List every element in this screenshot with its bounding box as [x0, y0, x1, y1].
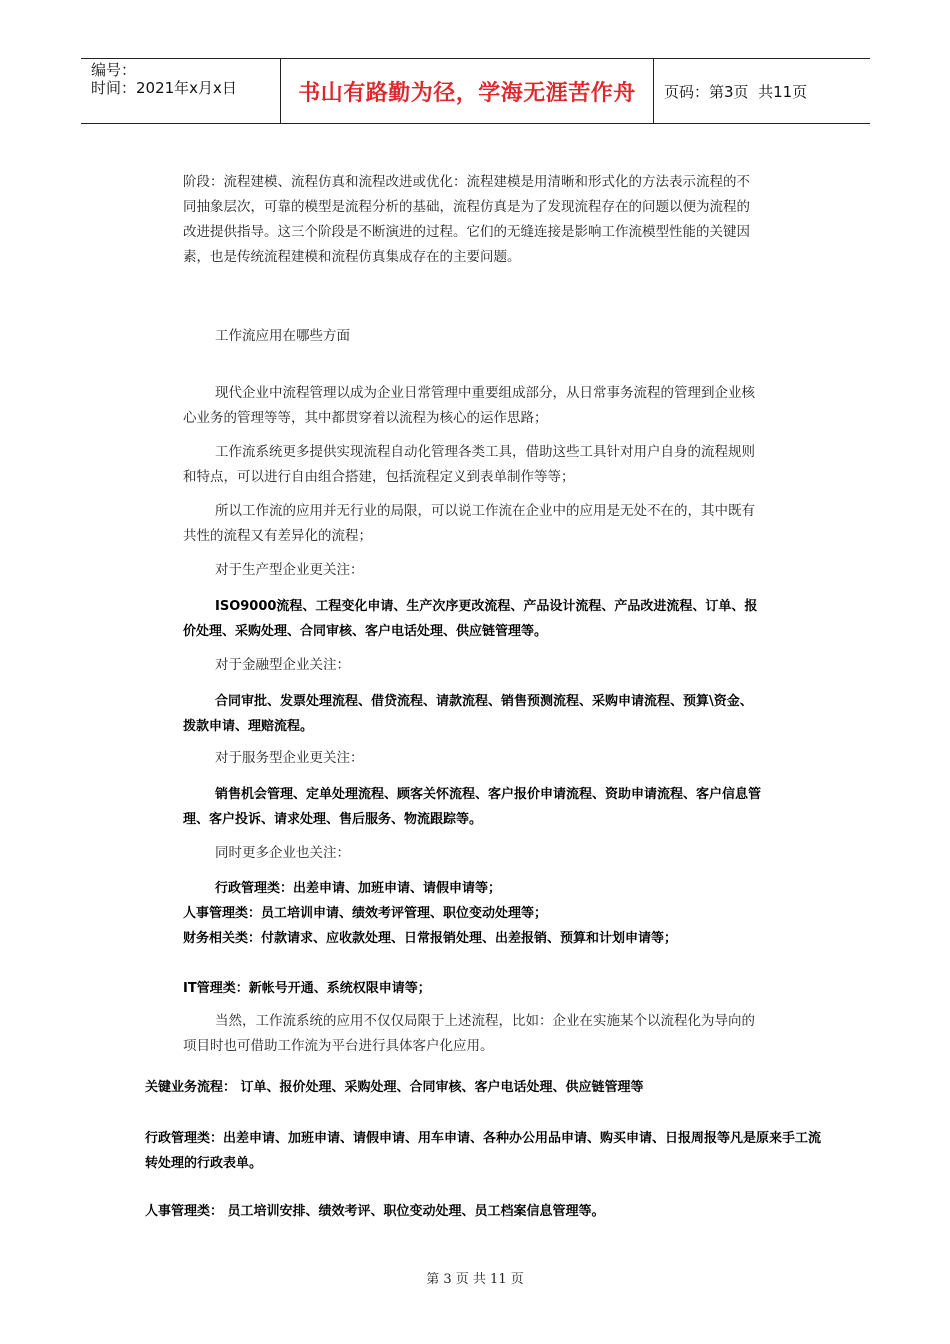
finance-items: 合同审批、发票处理流程、借贷流程、请款流程、销售预测流程、采购申请流程、预算\资金、拨款申请、理赔流程。	[183, 694, 753, 734]
header-motto: 书山有路勤为径，学海无涯苦作舟	[281, 59, 654, 123]
section-heading: 工作流应用在哪些方面	[215, 328, 350, 344]
key-business-flow: 关键业务流程： 订单、报价处理、采购处理、合同审核、客户电话处理、供应链管理等	[145, 1080, 644, 1095]
paragraph-workflow-tools: 工作流系统更多提供实现流程自动化管理各类工具，借助这些工具针对用户自身的流程规则和特点，可以进行自由组合搭建，包括流程定义到表单制作等等；	[183, 444, 755, 485]
service-items: 销售机会管理、定单处理流程、顾客关怀流程、客户报价申请流程、资助申请流程、客户信息管理、客户投诉、请求处理、售后服务、物流跟踪等。	[183, 787, 762, 827]
production-items: ISO9000流程、工程变化申请、生产次序更改流程、产品设计流程、产品改进流程、订单、报价处理、采购处理、合同审核、客户电话处理、供应链管理等。	[183, 599, 758, 639]
footer-page-number: 第 3 页 共 11 页	[426, 1272, 524, 1287]
paragraph-conclusion: 当然，工作流系统的应用不仅仅局限于上述流程，比如：企业在实施某个以流程化为导向的项目时也可借助工作流为平台进行具体客户化应用。	[183, 1013, 755, 1054]
it-category-line: IT管理类：新帐号开通、系统权限申请等；	[183, 981, 431, 996]
hr-management-flow: 人事管理类： 员工培训安排、绩效考评、职位变动处理、员工档案信息管理等。	[145, 1204, 605, 1219]
production-label: 对于生产型企业更关注：	[215, 562, 364, 578]
header-page-text: 页码：第3页 共11页	[664, 82, 808, 101]
document-time-label: 时间：2021年x月x日	[91, 79, 237, 97]
page-footer	[0, 1268, 950, 1287]
header-meta	[81, 59, 281, 123]
admin-category-line: 行政管理类：出差申请、加班申请、请假申请等；	[215, 881, 502, 896]
page-header	[81, 58, 870, 124]
admin-management-flow: 行政管理类：出差申请、加班申请、请假申请、用车申请、各种办公用品申请、购买申请、日报周报等凡是原来手工流转处理的行政表单。	[145, 1131, 822, 1171]
finance-label: 对于金融型企业关注：	[215, 657, 350, 673]
paragraph-modern-enterprise: 现代企业中流程管理以成为企业日常管理中重要组成部分，从日常事务流程的管理到企业核心业务的管理等等，其中都贯穿着以流程为核心的运作思路；	[183, 385, 755, 426]
more-enterprise-label: 同时更多企业也关注：	[215, 845, 350, 861]
service-label: 对于服务型企业更关注：	[215, 750, 364, 766]
header-page-info	[654, 59, 870, 123]
paragraph-no-industry-limit: 所以工作流的应用并无行业的局限，可以说工作流在企业中的应用是无处不在的，其中既有共性的流程又有差异化的流程；	[183, 503, 755, 544]
document-number-label: 编号：	[91, 61, 137, 79]
hr-category-line: 人事管理类：员工培训申请、绩效考评管理、职位变动处理等；	[183, 906, 548, 921]
paragraph-stages: 阶段：流程建模、流程仿真和流程改进或优化：流程建模是用清晰和形式化的方法表示流程的不同抽象层次，可靠的模型是流程分析的基础，流程仿真是为了发现流程存在的问题以便为流程的改进提供指导。这三个阶段是不断演进的过程。它们的无缝连接是影响工作流模型性能的关键因素，也是传统流程建模和流程仿真集成存在的主要问题。	[183, 174, 750, 265]
finance-category-line: 财务相关类：付款请求、应收款处理、日常报销处理、出差报销、预算和计划申请等；	[183, 931, 678, 946]
